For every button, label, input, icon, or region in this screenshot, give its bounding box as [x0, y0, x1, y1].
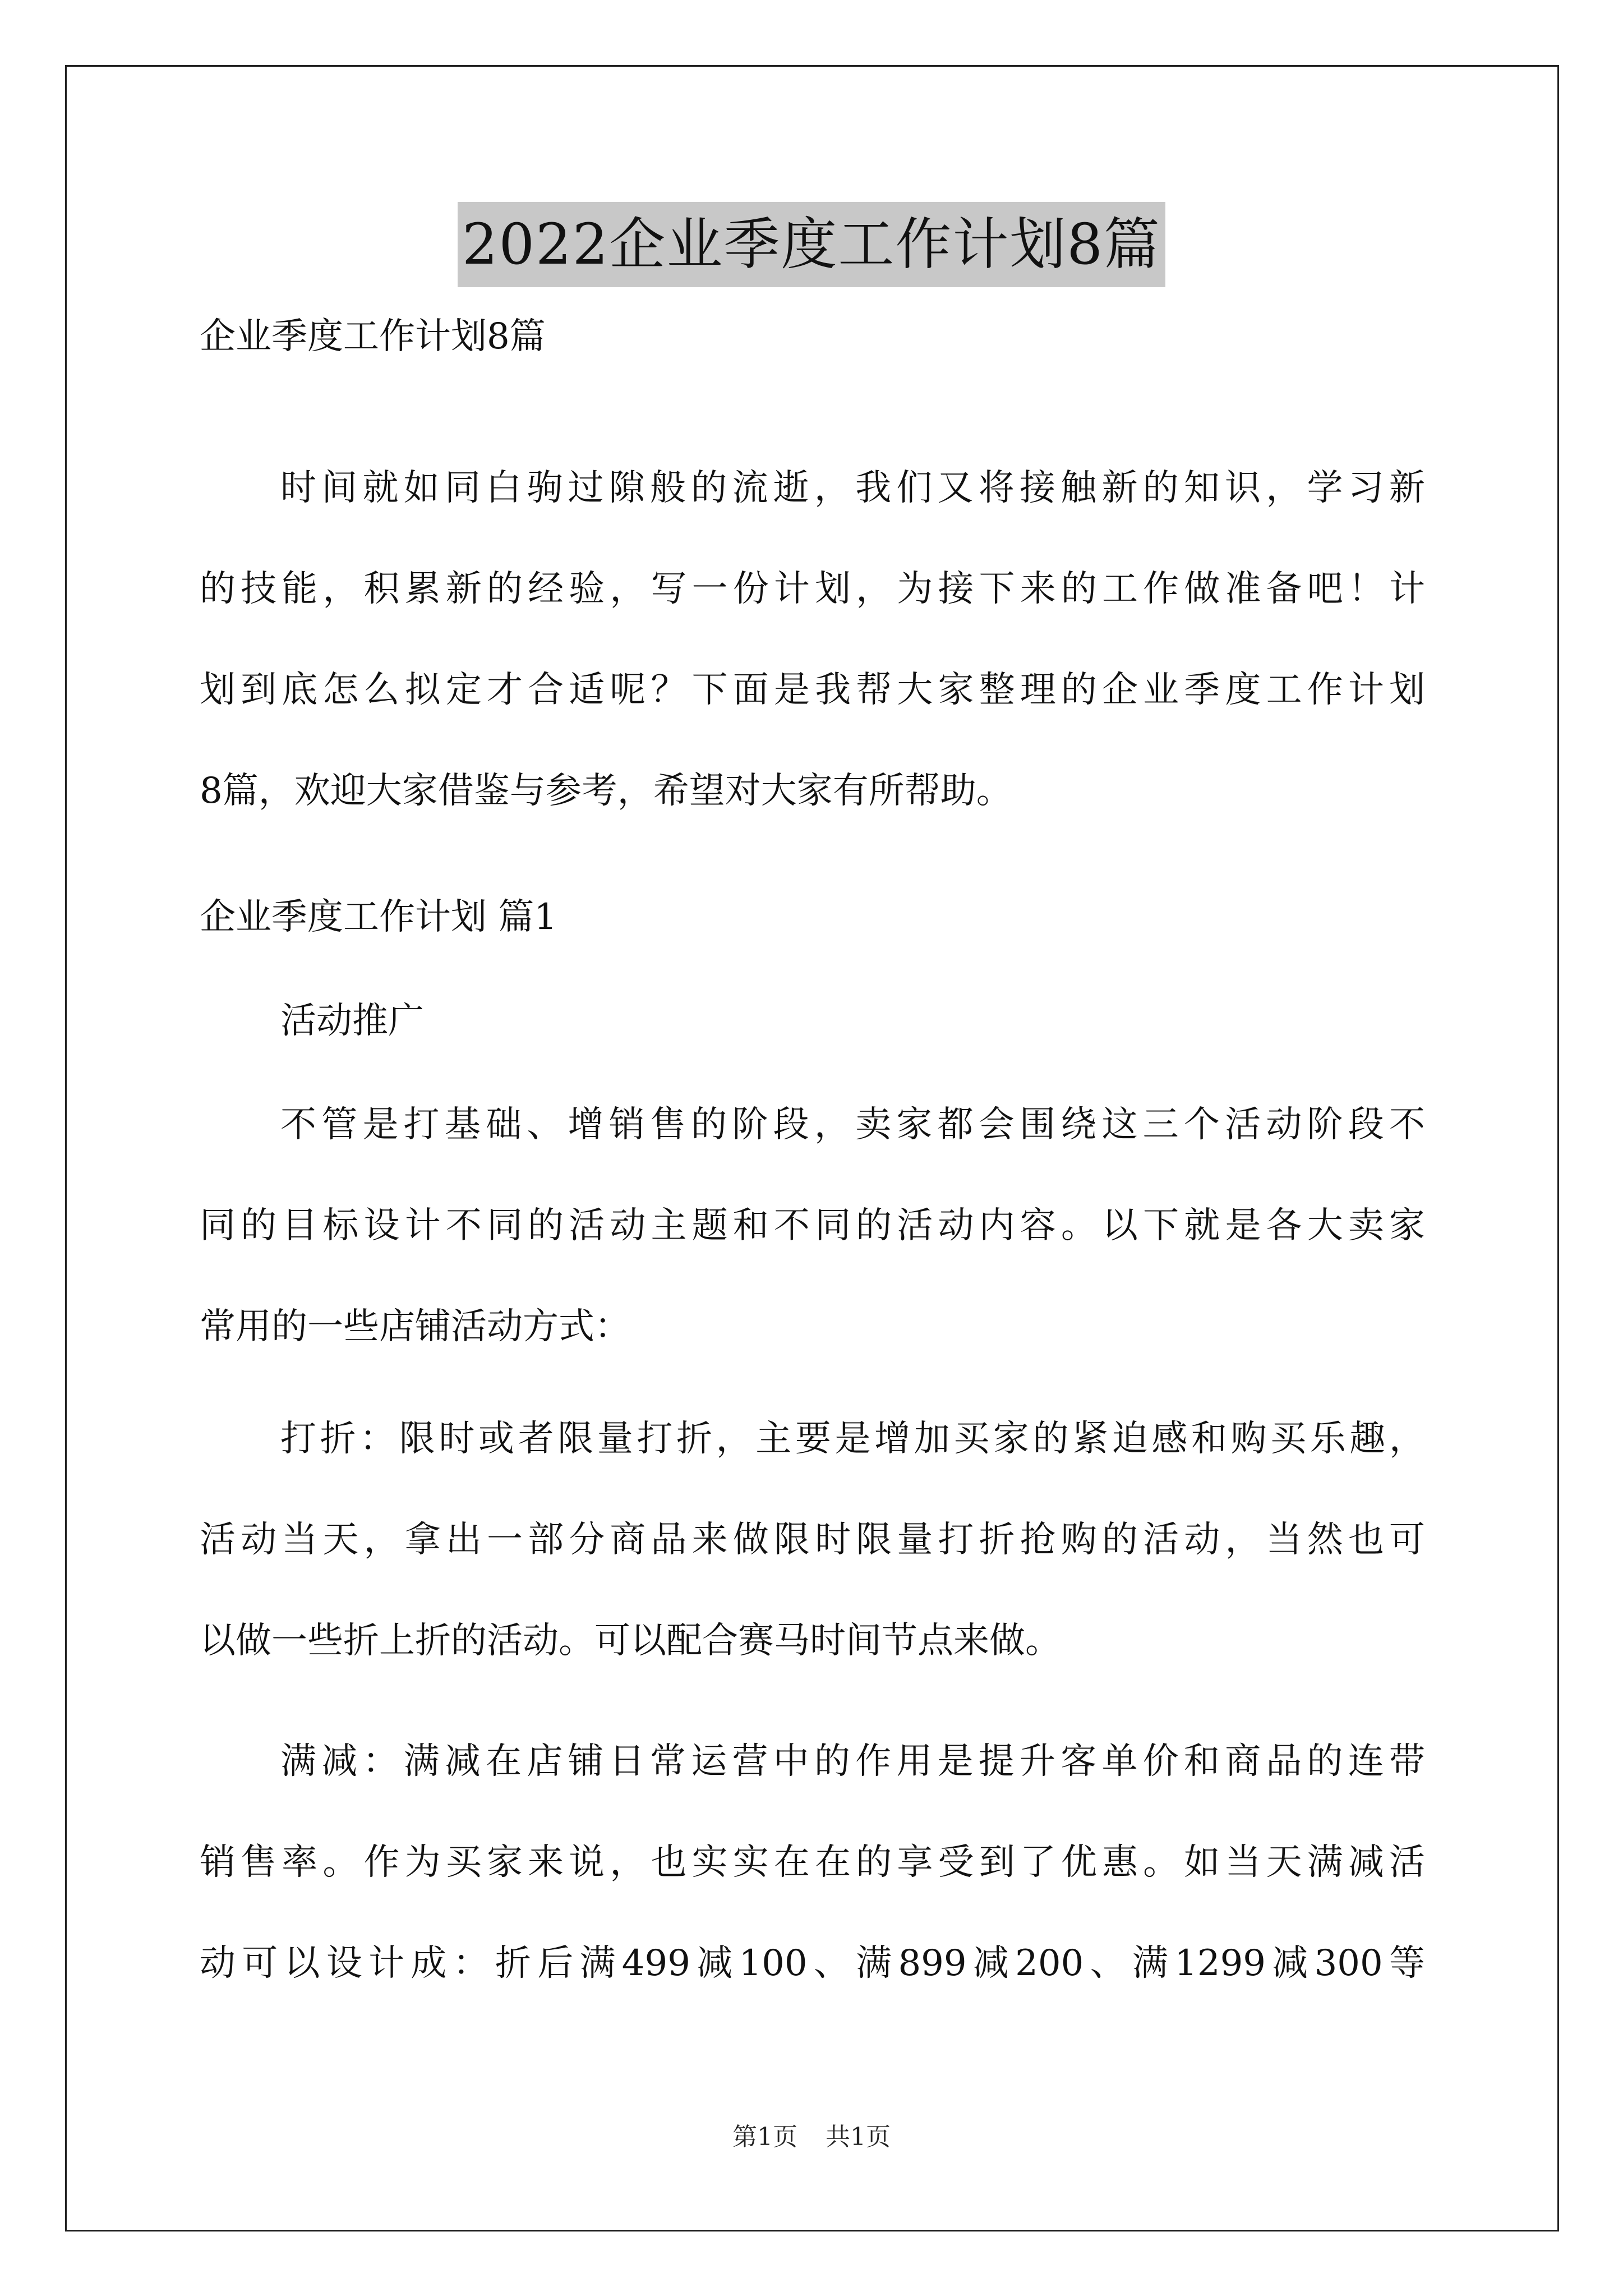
- page-footer: [0, 2120, 1623, 2154]
- page-number: 第1页: [732, 2123, 797, 2151]
- paragraph-line: 销售率。作为买家来说，也实实在在的享受到了优惠。如当天满减活: [200, 1842, 1425, 1883]
- paragraph-line: 以做一些折上折的活动。可以配合赛马时间节点来做。: [200, 1620, 1061, 1662]
- document-subtitle: 企业季度工作计划8篇: [200, 316, 546, 357]
- intro-line: 8篇，欢迎大家借鉴与参考，希望对大家有所帮助。: [200, 770, 1012, 812]
- paragraph-line: 常用的一些店铺活动方式：: [200, 1306, 630, 1347]
- paragraph-line: 同的目标设计不同的活动主题和不同的活动内容。以下就是各大卖家: [200, 1205, 1425, 1246]
- paragraph-line: 动可以设计成：折后满499减100、满899减200、满1299减300等: [200, 1943, 1425, 1984]
- title-container: [0, 202, 1623, 287]
- intro-line: 划到底怎么拟定才合适呢？下面是我帮大家整理的企业季度工作计划: [200, 669, 1425, 711]
- subheading: 活动推广: [280, 1000, 424, 1042]
- intro-line: 的技能，积累新的经验，写一份计划，为接下来的工作做准备吧！计: [200, 568, 1425, 610]
- paragraph-line: 打折：限时或者限量打折，主要是增加买家的紧迫感和购买乐趣，: [280, 1418, 1425, 1460]
- paragraph-line: 满减：满减在店铺日常运营中的作用是提升客单价和商品的连带: [280, 1741, 1425, 1782]
- section-heading: 企业季度工作计划 篇1: [200, 896, 557, 938]
- intro-line: 时间就如同白驹过隙般的流逝，我们又将接触新的知识，学习新: [280, 467, 1425, 509]
- paragraph-line: 不管是打基础、增销售的阶段，卖家都会围绕这三个活动阶段不: [280, 1104, 1425, 1145]
- paragraph-line: 活动当天，拿出一部分商品来做限时限量打折抢购的活动，当然也可: [200, 1519, 1425, 1561]
- document-title: 2022企业季度工作计划8篇: [458, 202, 1165, 287]
- page-total: 共1页: [826, 2123, 891, 2151]
